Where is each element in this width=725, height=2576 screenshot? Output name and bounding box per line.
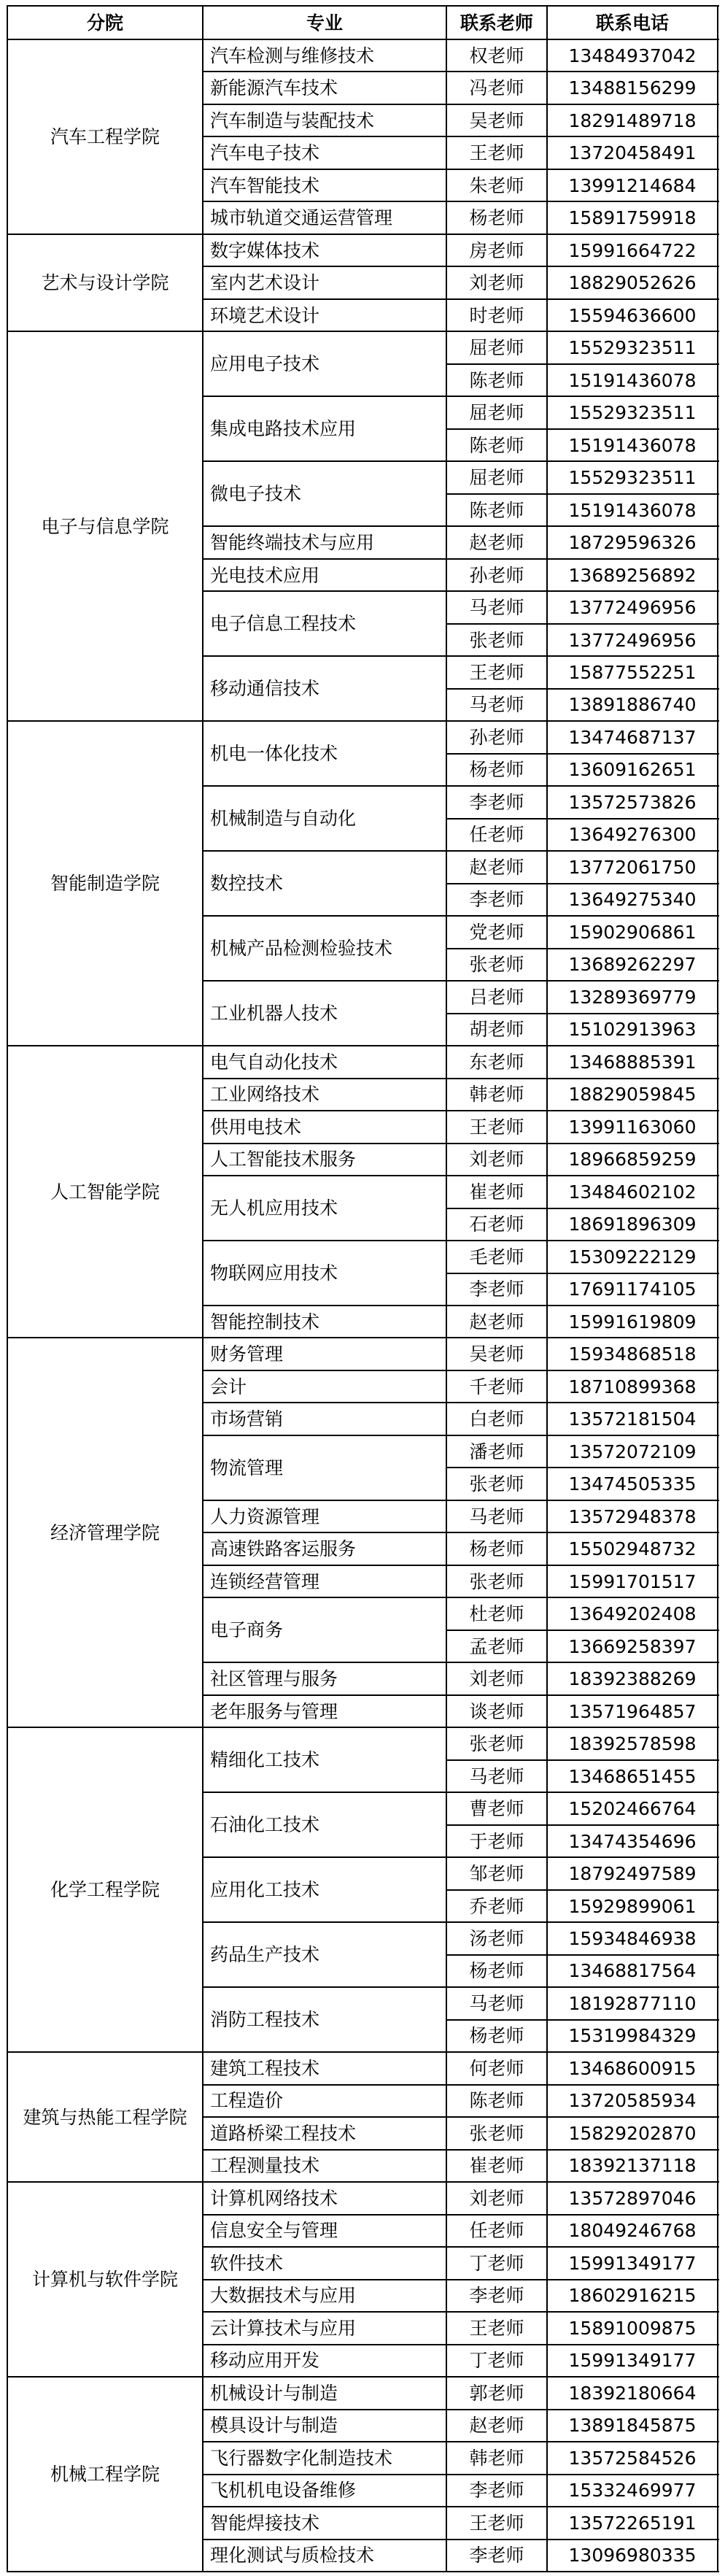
contact-teacher: 毛老师 <box>469 1246 524 1268</box>
contact-phone: 15102913963 <box>568 1019 697 1041</box>
major-name: 数字媒体技术 <box>210 239 320 261</box>
contact-teacher: 吕老师 <box>469 986 524 1008</box>
contact-teacher: 马老师 <box>469 1505 524 1527</box>
contact-teacher: 李老师 <box>469 2545 524 2567</box>
contact-phone: 15829202870 <box>568 2122 697 2144</box>
contact-teacher: 王老师 <box>469 1116 524 1138</box>
major-name: 移动通信技术 <box>210 678 320 700</box>
header-college: 分院 <box>86 12 123 34</box>
contact-teacher: 杜老师 <box>469 1603 524 1625</box>
major-name: 理化测试与质检技术 <box>210 2545 375 2567</box>
college-name: 电子与信息学院 <box>41 515 169 537</box>
contact-teacher: 王老师 <box>469 2512 524 2534</box>
contact-teacher: 刘老师 <box>469 1668 524 1690</box>
major-name: 工业机器人技术 <box>210 1003 338 1025</box>
header-phone: 联系电话 <box>595 12 669 34</box>
major-name: 物联网应用技术 <box>210 1262 338 1284</box>
major-name: 建筑工程技术 <box>210 2057 320 2079</box>
table-right-border <box>717 5 718 2572</box>
contact-phone: 13669258397 <box>568 1635 697 1657</box>
contact-teacher: 崔老师 <box>469 1181 524 1203</box>
contact-phone: 13468817564 <box>568 1960 697 1982</box>
contact-phone: 13572573826 <box>568 791 697 813</box>
contact-teacher: 李老师 <box>469 2285 524 2307</box>
contact-teacher: 朱老师 <box>469 174 524 196</box>
contact-phone: 13609162651 <box>568 759 697 781</box>
college-name: 化学工程学院 <box>50 1879 160 1901</box>
contact-phone: 15529323511 <box>568 402 697 424</box>
contact-teacher: 任老师 <box>469 824 524 846</box>
contact-phone: 13484937042 <box>568 45 697 66</box>
major-name: 汽车智能技术 <box>210 174 320 196</box>
major-name: 光电技术应用 <box>210 564 320 586</box>
contact-teacher: 杨老师 <box>469 759 524 781</box>
contact-phone: 13474687137 <box>568 726 697 748</box>
contact-teacher: 刘老师 <box>469 2187 524 2209</box>
contact-teacher: 乔老师 <box>469 1895 524 1917</box>
major-name: 模具设计与制造 <box>210 2415 338 2437</box>
contact-teacher: 孟老师 <box>469 1635 524 1657</box>
contact-teacher: 张老师 <box>469 954 524 976</box>
contact-phone: 15902906861 <box>568 921 697 943</box>
major-name: 飞行器数字化制造技术 <box>210 2447 393 2469</box>
contact-phone: 13572584526 <box>568 2447 697 2469</box>
major-name: 环境艺术设计 <box>210 304 320 326</box>
contact-teacher: 郭老师 <box>469 2382 524 2404</box>
contact-phone: 18829052626 <box>568 272 697 294</box>
major-name: 电气自动化技术 <box>210 1051 338 1073</box>
contact-teacher: 谈老师 <box>469 1700 524 1722</box>
contact-teacher: 杨老师 <box>469 2025 524 2047</box>
contact-teacher: 任老师 <box>469 2220 524 2242</box>
contact-phone: 13649276300 <box>568 824 697 846</box>
college-name: 机械工程学院 <box>50 2464 160 2486</box>
header-teacher: 联系老师 <box>460 12 533 34</box>
contact-phone: 15991349177 <box>568 2350 697 2372</box>
major-name: 机电一体化技术 <box>210 743 338 765</box>
contact-teacher: 孙老师 <box>469 564 524 586</box>
contact-phone: 13891845875 <box>568 2415 697 2437</box>
contact-phone: 13991214684 <box>568 174 697 196</box>
major-name: 财务管理 <box>210 1343 284 1365</box>
college-name: 经济管理学院 <box>50 1522 160 1543</box>
contact-teacher: 陈老师 <box>469 499 524 521</box>
contact-phone: 15991349177 <box>568 2252 697 2274</box>
contact-teacher: 丁老师 <box>469 2350 524 2372</box>
contact-teacher: 刘老师 <box>469 272 524 294</box>
contact-phone: 18602916215 <box>568 2285 697 2307</box>
contact-phone: 15891759918 <box>568 207 697 229</box>
contact-teacher: 马老师 <box>469 597 524 619</box>
major-name: 室内艺术设计 <box>210 272 320 294</box>
column-divider <box>446 5 447 2572</box>
contact-phone: 18392180664 <box>568 2382 697 2404</box>
contact-phone: 13474354696 <box>568 1830 697 1852</box>
contact-teacher: 马老师 <box>469 694 524 716</box>
contact-phone: 13468885391 <box>568 1051 697 1073</box>
contact-phone: 13772496956 <box>568 597 697 619</box>
contact-teacher: 于老师 <box>469 1830 524 1852</box>
contact-teacher: 王老师 <box>469 142 524 164</box>
major-name: 药品生产技术 <box>210 1944 320 1966</box>
contact-teacher: 杨老师 <box>469 207 524 229</box>
contact-phone: 13689256892 <box>568 564 697 586</box>
contact-phone: 15929899061 <box>568 1895 697 1917</box>
contact-phone: 15877552251 <box>568 661 697 683</box>
major-name: 人力资源管理 <box>210 1505 320 1527</box>
contact-teacher: 崔老师 <box>469 2155 524 2177</box>
contact-teacher: 胡老师 <box>469 1019 524 1041</box>
contact-teacher: 王老师 <box>469 2317 524 2339</box>
contact-phone: 18049246768 <box>568 2220 697 2242</box>
major-name: 大数据技术与应用 <box>210 2285 357 2307</box>
contact-phone: 15529323511 <box>568 467 697 489</box>
contact-phone: 13891886740 <box>568 694 697 716</box>
contact-phone: 15202466764 <box>568 1798 697 1820</box>
college-name: 艺术与设计学院 <box>41 272 169 294</box>
contact-phone: 13468600915 <box>568 2057 697 2079</box>
college-name: 人工智能学院 <box>50 1181 160 1203</box>
contact-teacher: 房老师 <box>469 239 524 261</box>
contact-teacher: 屈老师 <box>469 402 524 424</box>
major-name: 物流管理 <box>210 1457 284 1478</box>
contact-teacher: 屈老师 <box>469 337 524 359</box>
contact-teacher: 李老师 <box>469 1279 524 1300</box>
contact-teacher: 潘老师 <box>469 1441 524 1462</box>
major-name: 高速铁路客运服务 <box>210 1538 357 1560</box>
major-name: 人工智能技术服务 <box>210 1149 357 1171</box>
contact-phone: 13772061750 <box>568 856 697 878</box>
contact-teacher: 邹老师 <box>469 1863 524 1885</box>
contact-phone: 13649275340 <box>568 889 697 911</box>
contact-teacher: 韩老师 <box>469 2447 524 2469</box>
major-name: 智能终端技术与应用 <box>210 532 375 554</box>
major-name: 市场营销 <box>210 1408 284 1430</box>
major-name: 智能焊接技术 <box>210 2512 320 2534</box>
contact-phone: 18966859259 <box>568 1149 697 1171</box>
contact-phone: 15991619809 <box>568 1311 697 1333</box>
contact-phone: 13720458491 <box>568 142 697 164</box>
major-name: 汽车电子技术 <box>210 142 320 164</box>
major-name: 机械设计与制造 <box>210 2382 338 2404</box>
major-name: 无人机应用技术 <box>210 1198 338 1219</box>
contact-teacher: 赵老师 <box>469 2415 524 2437</box>
contact-phone: 18291489718 <box>568 109 697 131</box>
contact-teacher: 刘老师 <box>469 1149 524 1171</box>
contact-phone: 18729596326 <box>568 532 697 554</box>
college-name: 智能制造学院 <box>50 873 160 895</box>
major-name: 连锁经营管理 <box>210 1570 320 1592</box>
contact-teacher: 屈老师 <box>469 467 524 489</box>
contact-phone: 18829059845 <box>568 1084 697 1106</box>
contact-teacher: 张老师 <box>469 1733 524 1755</box>
major-name: 汽车制造与装配技术 <box>210 109 375 131</box>
contact-teacher: 党老师 <box>469 921 524 943</box>
contact-phone: 18792497589 <box>568 1863 697 1885</box>
table-top-border <box>7 5 719 7</box>
major-name: 飞机机电设备维修 <box>210 2480 357 2502</box>
contact-phone: 13689262297 <box>568 954 697 976</box>
contact-phone: 18710899368 <box>568 1376 697 1397</box>
major-name: 云计算技术与应用 <box>210 2317 357 2339</box>
contact-phone: 18392388269 <box>568 1668 697 1690</box>
contact-phone: 17691174105 <box>568 1279 697 1300</box>
contact-phone: 15991701517 <box>568 1570 697 1592</box>
contact-phone: 15891009875 <box>568 2317 697 2339</box>
major-name: 应用化工技术 <box>210 1879 320 1901</box>
contact-teacher: 王老师 <box>469 661 524 683</box>
contact-teacher: 张老师 <box>469 629 524 651</box>
contact-phone: 13991163060 <box>568 1116 697 1138</box>
major-name: 新能源汽车技术 <box>210 77 338 99</box>
contact-teacher: 孙老师 <box>469 726 524 748</box>
major-name: 机械产品检测检验技术 <box>210 938 393 960</box>
major-name: 集成电路技术应用 <box>210 418 357 440</box>
contact-phone: 13572072109 <box>568 1441 697 1462</box>
contact-teacher: 吴老师 <box>469 109 524 131</box>
contact-phone: 13468651455 <box>568 1765 697 1787</box>
contact-phone: 13571964857 <box>568 1700 697 1722</box>
contact-teacher: 张老师 <box>469 1473 524 1495</box>
major-name: 软件技术 <box>210 2252 284 2274</box>
contact-teacher: 马老师 <box>469 1765 524 1787</box>
major-name: 消防工程技术 <box>210 2009 320 2031</box>
contact-teacher: 石老师 <box>469 1214 524 1235</box>
contact-phone: 15934846938 <box>568 1927 697 1949</box>
major-name: 机械制造与自动化 <box>210 808 357 830</box>
major-name: 石油化工技术 <box>210 1814 320 1836</box>
contact-teacher: 丁老师 <box>469 2252 524 2274</box>
table-left-border <box>7 5 8 2572</box>
major-name: 微电子技术 <box>210 483 302 505</box>
major-name: 城市轨道交通运营管理 <box>210 207 393 229</box>
college-name: 汽车工程学院 <box>50 126 160 147</box>
contact-teacher: 马老师 <box>469 1992 524 2014</box>
contact-teacher: 李老师 <box>469 2480 524 2502</box>
major-name: 智能控制技术 <box>210 1311 320 1333</box>
college-name: 计算机与软件学院 <box>31 2269 178 2291</box>
contact-teacher: 陈老师 <box>469 434 524 456</box>
contact-teacher: 李老师 <box>469 791 524 813</box>
contact-phone: 15502948732 <box>568 1538 697 1560</box>
major-name: 供用电技术 <box>210 1116 302 1138</box>
major-name: 会计 <box>210 1376 247 1397</box>
contact-teacher: 冯老师 <box>469 77 524 99</box>
contact-teacher: 吴老师 <box>469 1343 524 1365</box>
contact-phone: 15991664722 <box>568 239 697 261</box>
column-divider <box>546 5 548 2572</box>
contact-phone: 13572897046 <box>568 2187 697 2209</box>
contact-phone: 18192877110 <box>568 1992 697 2014</box>
contact-phone: 15191436078 <box>568 499 697 521</box>
column-divider <box>202 5 203 2572</box>
contact-phone: 13289369779 <box>568 986 697 1008</box>
major-name: 汽车检测与维修技术 <box>210 45 375 66</box>
major-name: 数控技术 <box>210 873 284 895</box>
contact-teacher: 韩老师 <box>469 1084 524 1106</box>
major-name: 工程测量技术 <box>210 2155 320 2177</box>
header-major: 专业 <box>306 12 343 34</box>
contact-phone: 15191436078 <box>568 369 697 391</box>
contact-phone: 15309222129 <box>568 1246 697 1268</box>
contact-phone: 13572265191 <box>568 2512 697 2534</box>
contact-teacher: 时老师 <box>469 304 524 326</box>
contact-teacher: 杨老师 <box>469 1960 524 1982</box>
major-name: 电子商务 <box>210 1619 284 1641</box>
contact-teacher: 陈老师 <box>469 2090 524 2112</box>
contact-teacher: 白老师 <box>469 1408 524 1430</box>
contact-teacher: 何老师 <box>469 2057 524 2079</box>
contact-teacher: 权老师 <box>469 45 524 66</box>
contact-phone: 13488156299 <box>568 77 697 99</box>
major-name: 工程造价 <box>210 2090 284 2112</box>
contact-teacher: 千老师 <box>469 1376 524 1397</box>
college-name: 建筑与热能工程学院 <box>23 2106 187 2128</box>
major-name: 道路桥梁工程技术 <box>210 2122 357 2144</box>
college-divider <box>7 2571 719 2572</box>
contact-phone: 15332469977 <box>568 2480 697 2502</box>
major-name: 电子信息工程技术 <box>210 613 357 635</box>
major-name: 老年服务与管理 <box>210 1700 338 1722</box>
contact-phone: 18392578598 <box>568 1733 697 1755</box>
major-name: 应用电子技术 <box>210 353 320 375</box>
contact-teacher: 赵老师 <box>469 532 524 554</box>
contact-teacher: 赵老师 <box>469 856 524 878</box>
contact-phone: 13474505335 <box>568 1473 697 1495</box>
contact-phone: 13649202408 <box>568 1603 697 1625</box>
contact-teacher: 杨老师 <box>469 1538 524 1560</box>
contact-phone: 15191436078 <box>568 434 697 456</box>
contact-phone: 13720585934 <box>568 2090 697 2112</box>
contact-teacher: 张老师 <box>469 2122 524 2144</box>
contact-teacher: 汤老师 <box>469 1927 524 1949</box>
major-name: 计算机网络技术 <box>210 2187 338 2209</box>
contact-phone: 18691896309 <box>568 1214 697 1235</box>
contact-teacher: 赵老师 <box>469 1311 524 1333</box>
contact-phone: 13572181504 <box>568 1408 697 1430</box>
contact-phone: 18392137118 <box>568 2155 697 2177</box>
contact-teacher: 曹老师 <box>469 1798 524 1820</box>
major-name: 工业网络技术 <box>210 1084 320 1106</box>
major-name: 精细化工技术 <box>210 1749 320 1771</box>
contact-teacher: 张老师 <box>469 1570 524 1592</box>
contact-phone: 13572948378 <box>568 1505 697 1527</box>
major-name: 移动应用开发 <box>210 2350 320 2372</box>
contact-phone: 13096980335 <box>568 2545 697 2567</box>
contact-teacher: 陈老师 <box>469 369 524 391</box>
contact-teacher: 东老师 <box>469 1051 524 1073</box>
contact-phone: 13484602102 <box>568 1181 697 1203</box>
contact-phone: 15319984329 <box>568 2025 697 2047</box>
contact-phone: 15934868518 <box>568 1343 697 1365</box>
contact-teacher: 李老师 <box>469 889 524 911</box>
major-name: 社区管理与服务 <box>210 1668 338 1690</box>
major-name: 信息安全与管理 <box>210 2220 338 2242</box>
contact-phone: 15594636600 <box>568 304 697 326</box>
contact-phone: 15529323511 <box>568 337 697 359</box>
contact-phone: 13772496956 <box>568 629 697 651</box>
